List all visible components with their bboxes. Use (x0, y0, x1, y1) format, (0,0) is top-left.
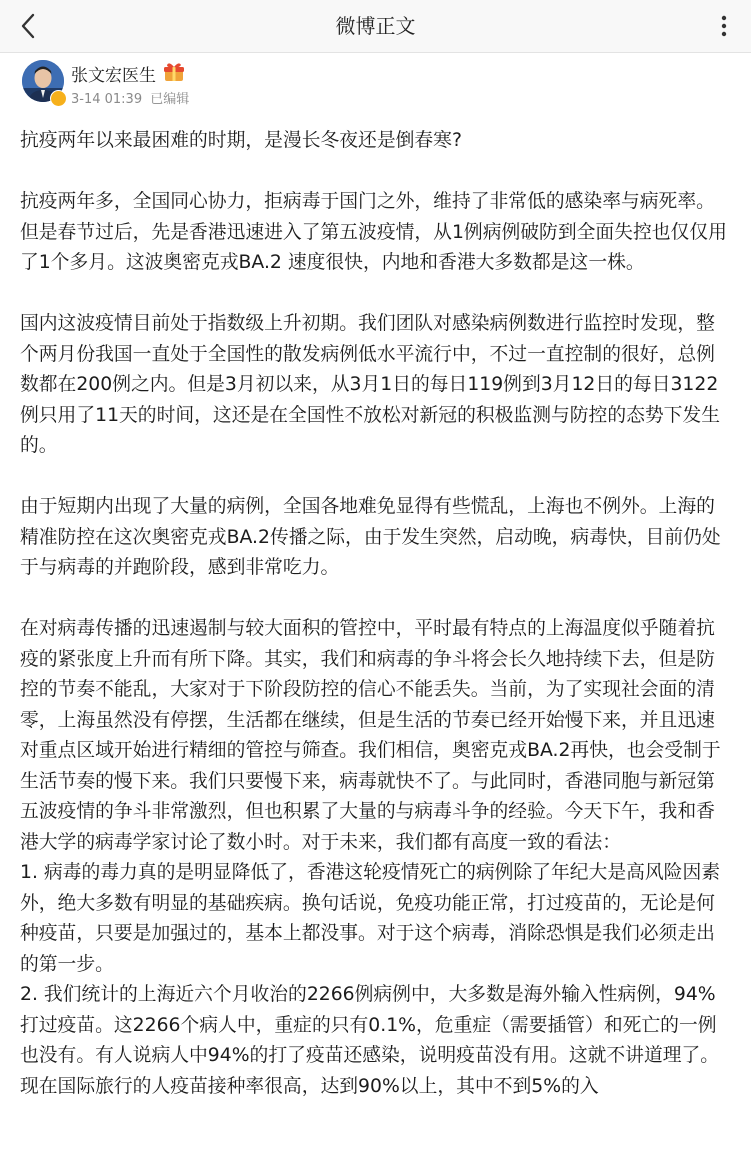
post-paragraph: 1. 病毒的毒力真的是明显降低了，香港这轮疫情死亡的病例除了年纪大是高风险因素外，绝大多数有明显的基础疾病。换句话说，免疫功能正常，打过疫苗的，无论是何种疫苗，只要是加强过的，基本上都没事。对于这个病毒，消除恐惧是我们必须走出的第一步。 (20, 862, 721, 975)
page-title: 微博正文 (335, 14, 416, 38)
post-paragraph: 由于短期内出现了大量的病例，全国各地难免显得有些慌乱，上海也不例外。上海的精准防控在这次奥密克戎BA.2传播之际，由于发生突然，启动晚，病毒快，目前仍处于与病毒的并跑阶段，感到非常吃力。 (20, 496, 721, 578)
post-paragraph: 抗疫两年以来最困难的时期，是漫长冬夜还是倒春寒? (20, 130, 462, 151)
post-paragraph: 2. 我们统计的上海近六个月收治的2266例病例中，大多数是海外输入性病例，94%打过疫苗。这2266个病人中，重症的只有0.1%，危重症（需要插管）和死亡的一例也没有。有人说病人中94%的打了疫苗还感染，说明疫苗没有用。这就不讲道理了。现在国际旅行的人疫苗接种率很高，达到90%以上，其中不到5%的入 (20, 984, 720, 1097)
post-body (0, 113, 751, 1102)
top-navigation-bar (0, 0, 751, 53)
gift-badge-icon[interactable] (163, 62, 185, 82)
post-meta (71, 88, 189, 107)
author-name[interactable]: 张文宏医生 (71, 66, 156, 86)
post-paragraph: 在对病毒传播的迅速遏制与较大面积的管控中，平时最有特点的上海温度似乎随着抗疫的紧张度上升而有所下降。其实，我们和病毒的争斗将会长久地持续下去，但是防控的节奏不能乱，大家对于下阶段防控的信心不能丢失。当前，为了实现社会面的清零，上海虽然没有停摆，生活都在继续，但是生活的节奏已经开始慢下来，并且迅速对重点区域开始进行精细的管控与筛查。我们相信，奥密克戎BA.2再快，也会受制于生活节奏的慢下来。我们只要慢下来，病毒就快不了。与此同时，香港同胞与新冠第五波疫情的争斗非常激烈，但也积累了大量的与病毒斗争的经验。今天下午，我和香港大学的病毒学家讨论了数小时。对于未来，我们都有高度一致的看法： (20, 618, 721, 853)
author-header (0, 53, 751, 113)
post-time: 3-14 01:39 (71, 92, 143, 107)
edited-label: 已编辑 (150, 92, 190, 107)
more-options-button[interactable] (711, 13, 737, 39)
post-paragraph: 抗疫两年多，全国同心协力，拒病毒于国门之外，维持了非常低的感染率与病死率。但是春节过后，先是香港迅速进入了第五波疫情，从1例病例破防到全面失控也仅仅用了1个多月。这波奥密克戎BA.2 速度很快，内地和香港大多数都是这一株。 (20, 191, 727, 273)
verified-badge (50, 90, 67, 107)
gift-badge-graphic (163, 62, 185, 82)
more-vertical-icon (711, 13, 737, 39)
post-paragraph: 国内这波疫情目前处于指数级上升初期。我们团队对感染病例数进行监控时发现，整个两月份我国一直处于全国性的散发病例低水平流行中，不过一直控制的很好，总例数都在200例之内。但是3月初以来，从3月1日的每日119例到3月12日的每日3122例只用了11天的时间，这还是在全国性不放松对新冠的积极监测与防控的态势下发生的。 (20, 313, 721, 456)
